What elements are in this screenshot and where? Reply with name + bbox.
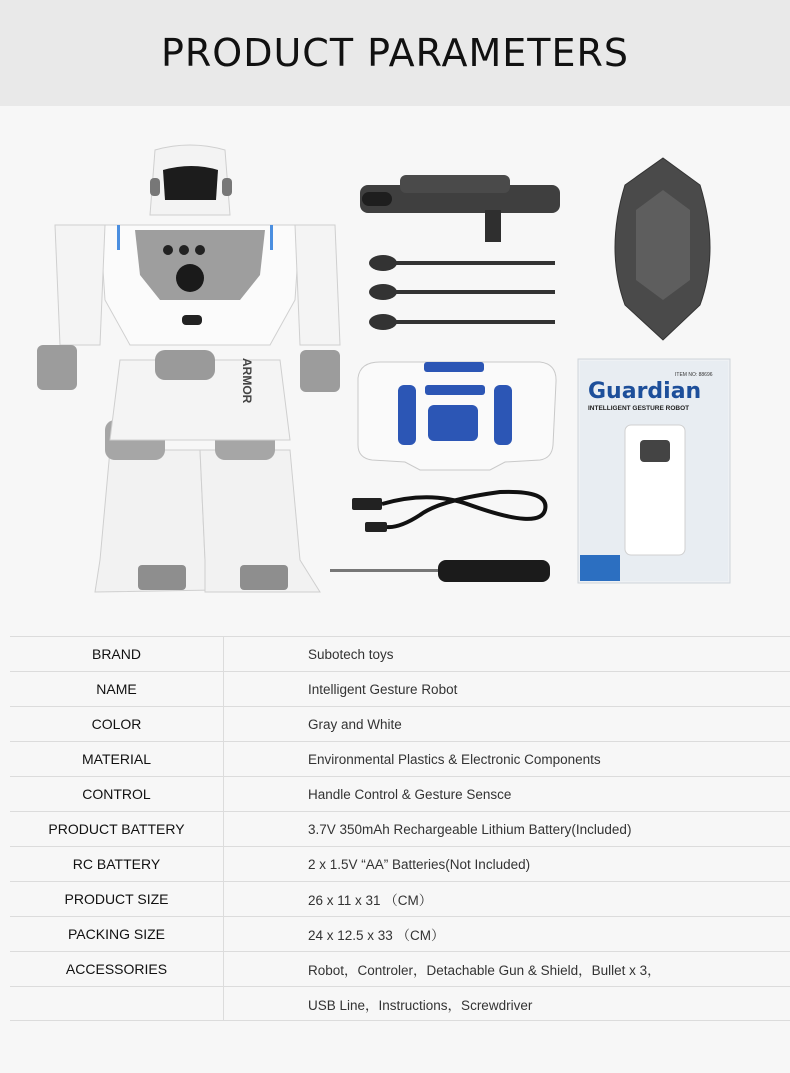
spec-row-accessories (10, 951, 790, 986)
spec-key: COLOR (10, 707, 224, 741)
page-header (0, 0, 790, 106)
controller-image (358, 362, 556, 470)
spec-value: Intelligent Gesture Robot (308, 681, 458, 697)
spec-value: USB Line，Instructions，Screwdriver (308, 997, 533, 1013)
spec-row-control (10, 776, 790, 811)
spec-key-empty (10, 987, 224, 1020)
spec-value: Environmental Plastics & Electronic Components (308, 751, 601, 767)
spec-row-brand (10, 636, 790, 671)
box-item-no: ITEM NO: 88696 (675, 372, 713, 378)
spec-row-name (10, 671, 790, 706)
spec-key: PRODUCT SIZE (10, 882, 224, 916)
spec-key: BRAND (10, 637, 224, 671)
spec-value: Handle Control & Gesture Sensce (308, 786, 512, 802)
spec-key: NAME (10, 672, 224, 706)
page-title: PRODUCT PARAMETERS (160, 31, 629, 75)
spec-value: Gray and White (308, 716, 402, 732)
spec-value: 26 x 11 x 31 （CM） (308, 893, 433, 908)
spec-row-product-size (10, 881, 790, 916)
spec-table (10, 636, 790, 1021)
spec-value: 2 x 1.5V “AA” Batteries(Not Included) (308, 856, 531, 872)
spec-key: MATERIAL (10, 742, 224, 776)
spec-key: CONTROL (10, 777, 224, 811)
usb-cable-image (352, 492, 545, 532)
spec-value: Subotech toys (308, 646, 394, 662)
gun-image (360, 175, 560, 242)
box-subtitle: INTELLIGENT GESTURE ROBOT (588, 405, 690, 412)
spec-value: Robot，Controler，Detachable Gun & Shield，Bullet x 3， (308, 963, 661, 978)
shield-image (615, 158, 710, 340)
spec-row-packing-size (10, 916, 790, 951)
spec-row-accessories-continued (10, 986, 790, 1021)
box-brand: Guardian (588, 379, 702, 404)
spec-key: RC BATTERY (10, 847, 224, 881)
spec-key: PACKING SIZE (10, 917, 224, 951)
spec-value: 3.7V 350mAh Rechargeable Lithium Battery(Included) (308, 821, 632, 837)
product-box-image (578, 359, 730, 583)
spec-row-rc-battery (10, 846, 790, 881)
spec-row-material (10, 741, 790, 776)
robot-image (37, 145, 340, 592)
robot-chest-text: ARMOR (240, 358, 254, 404)
spec-row-color (10, 706, 790, 741)
bullets-image (369, 255, 555, 330)
spec-row-product-battery (10, 811, 790, 846)
spec-value: 24 x 12.5 x 33 （CM） (308, 928, 445, 943)
spec-key: ACCESSORIES (10, 952, 224, 986)
product-photo (0, 106, 790, 634)
spec-key: PRODUCT BATTERY (10, 812, 224, 846)
screwdriver-image (330, 560, 550, 582)
